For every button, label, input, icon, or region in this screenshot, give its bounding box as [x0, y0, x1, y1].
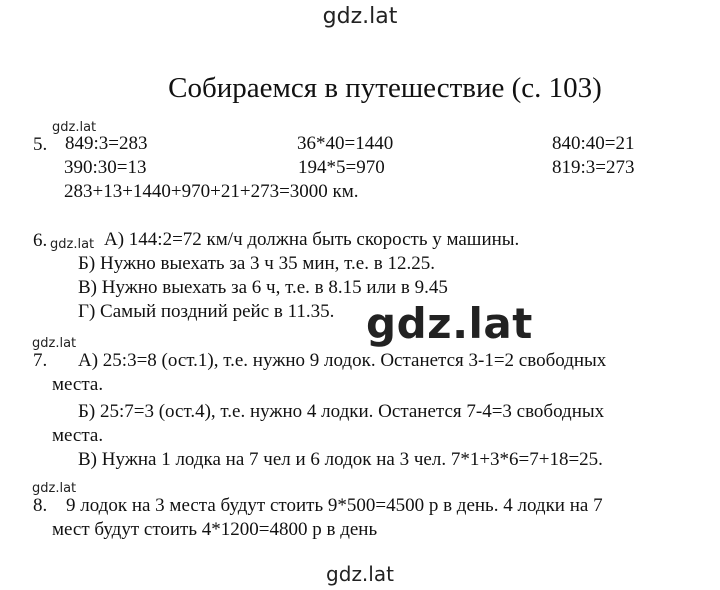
- task6-b: Б) Нужно выехать за 3 ч 35 мин, т.е. в 12.25.: [78, 253, 435, 274]
- watermark-small-7: gdz.lat: [32, 336, 77, 351]
- task7-number: 7.: [33, 350, 48, 371]
- task6-d: Г) Самый поздний рейс в 11.35.: [78, 301, 335, 322]
- page-title: Собираемся в путешествие (с. 103): [168, 72, 602, 104]
- watermark-small-8: gdz.lat: [32, 481, 77, 496]
- task6-a: А) 144:2=72 км/ч должна быть скорость у машины.: [104, 229, 520, 250]
- task5-r2c2: 194*5=970: [298, 157, 385, 178]
- task5-sum: 283+13+1440+970+21+273=3000 км.: [64, 181, 359, 202]
- task8-number: 8.: [33, 495, 48, 516]
- task6-number: 6.: [33, 230, 48, 251]
- task5-r1c3: 840:40=21: [552, 133, 635, 154]
- watermark-bottom: gdz.lat: [326, 562, 394, 586]
- task8-line1: 9 лодок на 3 места будут стоить 9*500=4500 р в день. 4 лодки на 7: [66, 495, 603, 516]
- task6-c: В) Нужно выехать за 6 ч, т.е. в 8.15 или в 9.45: [78, 277, 448, 298]
- task7-a-line1: А) 25:3=8 (ост.1), т.е. нужно 9 лодок. Останется 3-1=2 свободных: [78, 350, 607, 371]
- watermark-small-6: gdz.lat: [50, 237, 95, 252]
- task5-r1c2: 36*40=1440: [297, 133, 394, 154]
- task5-number: 5.: [33, 134, 48, 155]
- task5-r1c1: 849:3=283: [65, 133, 148, 154]
- task7-c: В) Нужна 1 лодка на 7 чел и 6 лодок на 3 чел. 7*1+3*6=7+18=25.: [78, 449, 603, 470]
- watermark-large: gdz.lat: [366, 299, 533, 348]
- task8-line2: мест будут стоить 4*1200=4800 р в день: [52, 519, 378, 540]
- task5-r2c3: 819:3=273: [552, 157, 635, 178]
- watermark-top: gdz.lat: [322, 4, 398, 29]
- task7-b-line2: места.: [52, 425, 104, 446]
- watermark-small-5: gdz.lat: [52, 120, 97, 135]
- task7-a-line2: места.: [52, 374, 104, 395]
- task7-b-line1: Б) 25:7=3 (ост.4), т.е. нужно 4 лодки. Останется 7-4=3 свободных: [78, 401, 605, 422]
- task5-r2c1: 390:30=13: [64, 157, 147, 178]
